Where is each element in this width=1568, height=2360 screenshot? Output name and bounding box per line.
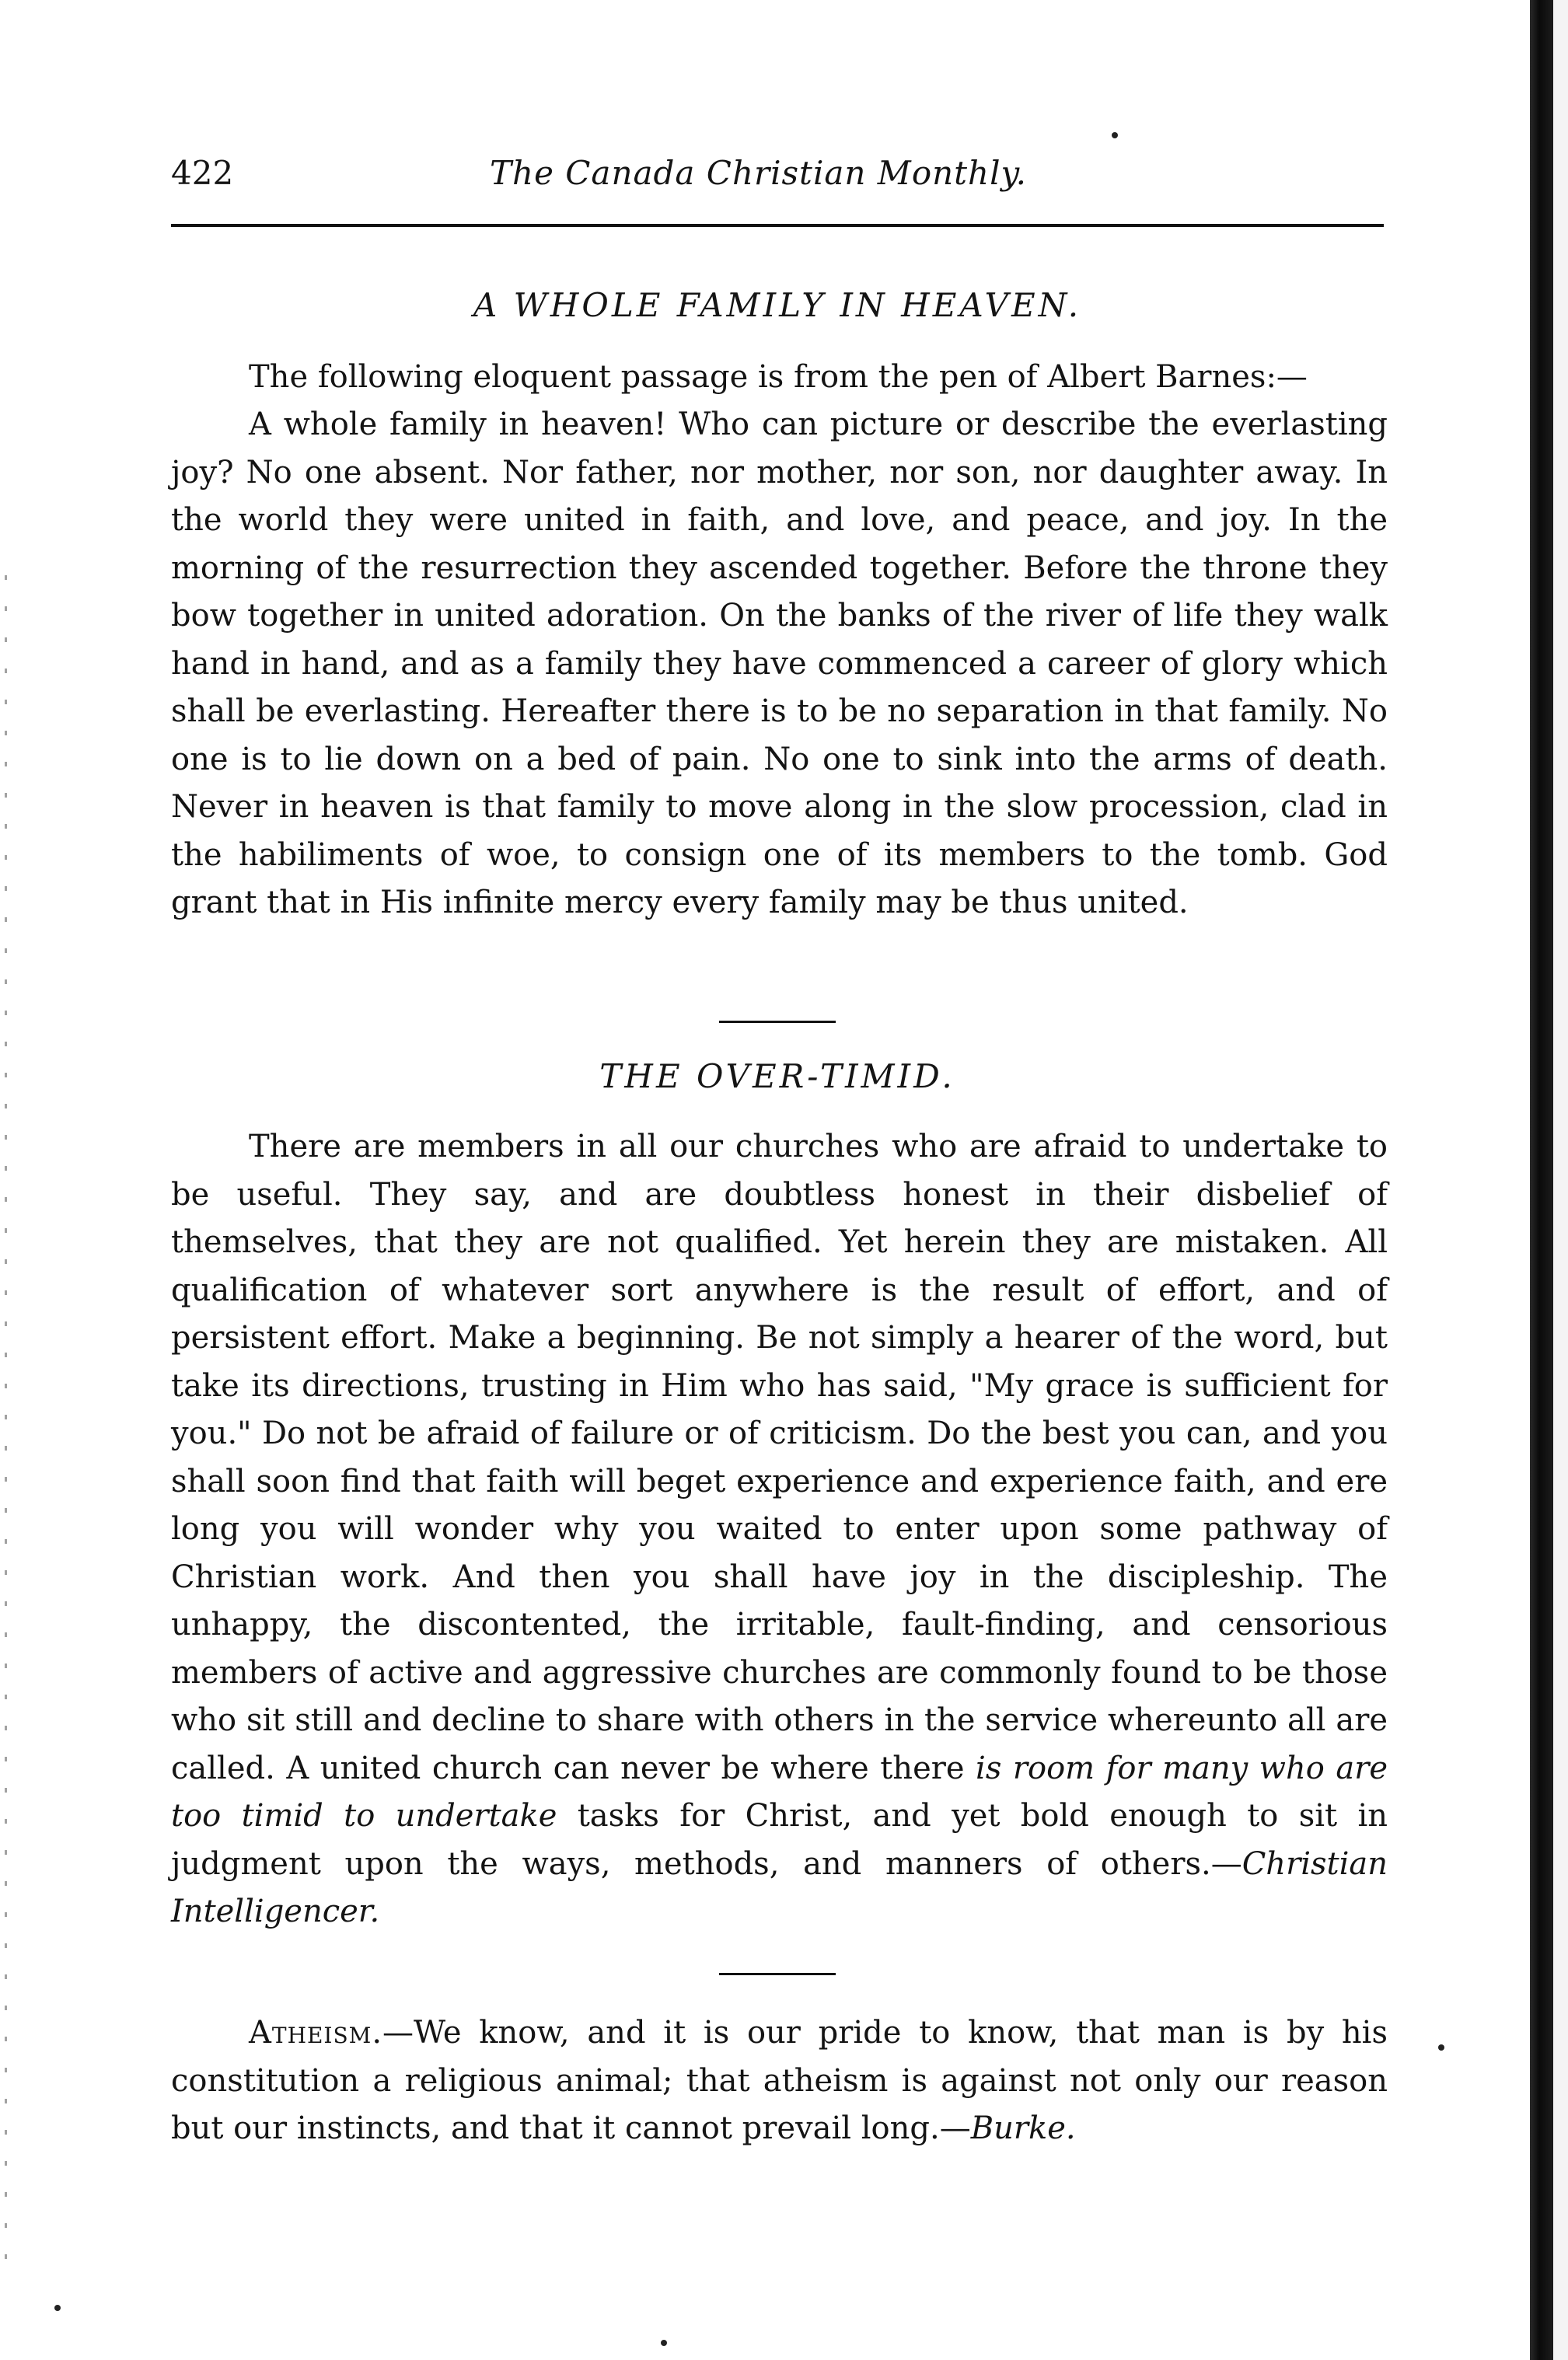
source-attribution: Christian Intelligencer. xyxy=(171,1845,1388,1929)
source-attribution: Burke. xyxy=(970,2110,1076,2146)
scan-dot xyxy=(1112,132,1118,138)
section-divider xyxy=(719,1973,836,1975)
page-number: 422 xyxy=(171,154,234,192)
scan-speckle xyxy=(5,575,7,2285)
body-text-end: tasks for Christ, and yet bold enough to sit in judgment upon the ways, methods, and manners of others.— xyxy=(171,1798,1388,1882)
body-text: A whole family in heaven! Who can picture or describe the everlasting joy? No one absent. Nor father, nor mother, nor son, nor daughter away. In the world they were united in faith, and love, and peace, and joy. In the morning of the resurrection they ascended together. Before the throne they bow together in united adoration. On the banks of the river of life they walk hand in hand, and as a family they have commenced a career of glory which shall be everlasting. Hereafter there is to be no separation in that family. No one is to lie down on a bed of pain. No one to sink into the arms of death. Never in heaven is that family to move along in the slow procession, clad in the habiliments of woe, to consign one of its members to the tomb. God grant that in His infinite mercy every family may be thus united. xyxy=(171,407,1388,920)
running-title: The Canada Christian Monthly. xyxy=(490,154,1028,192)
intro-text: The following eloquent passage is from the pen of Albert Barnes:— xyxy=(249,359,1308,395)
article-body xyxy=(171,2009,1388,2153)
body-italic-text: is room for many who are too timid to undertake xyxy=(171,1750,1388,1834)
lead-word: Atheism. xyxy=(249,2015,383,2051)
article-body xyxy=(171,401,1388,927)
body-text: There are members in all our churches who are afraid to undertake to be useful. They say, and are doubtless honest in their disbelief of themselves, that they are not qualified. Yet herein they are mistaken. All qualification of whatever sort anywhere is the result of effort, and of persistent effort. Make a beginning. Be not simply a hearer of the word, but take its directions, trusting in Him who has said, "My grace is sufficient for you." Do not be afraid of failure or of criticism. Do the best you can, and you shall soon find that faith will beget experience and experience faith, and ere long you will wonder why you waited to enter upon some pathway of Christian work. And then you shall have joy in the discipleship. The unhappy, the discontented, the irritable, fault-finding, and censorious members of active and aggressive churches are commonly found to be those who sit still and decline to share with others in the service whereunto all are called. A united church can never be where there xyxy=(171,1129,1388,1786)
body-text: —We know, and it is our pride to know, that man is by his constitution a religious animal; that atheism is against not only our reason but our instincts, and that it cannot prevail long.— xyxy=(171,2015,1388,2146)
article-title: A WHOLE FAMILY IN HEAVEN. xyxy=(473,286,1082,324)
page-edge xyxy=(1553,0,1568,2360)
article-intro xyxy=(171,354,1388,402)
article-body xyxy=(171,1123,1388,1936)
binding-shadow xyxy=(1530,0,1553,2360)
running-header xyxy=(171,148,1384,202)
article-title: THE OVER-TIMID. xyxy=(599,1057,955,1095)
section-divider xyxy=(719,1021,836,1023)
header-rule xyxy=(171,224,1384,227)
scan-dot xyxy=(54,2305,61,2311)
scan-dot xyxy=(661,2340,667,2346)
scan-dot xyxy=(1438,2044,1444,2051)
